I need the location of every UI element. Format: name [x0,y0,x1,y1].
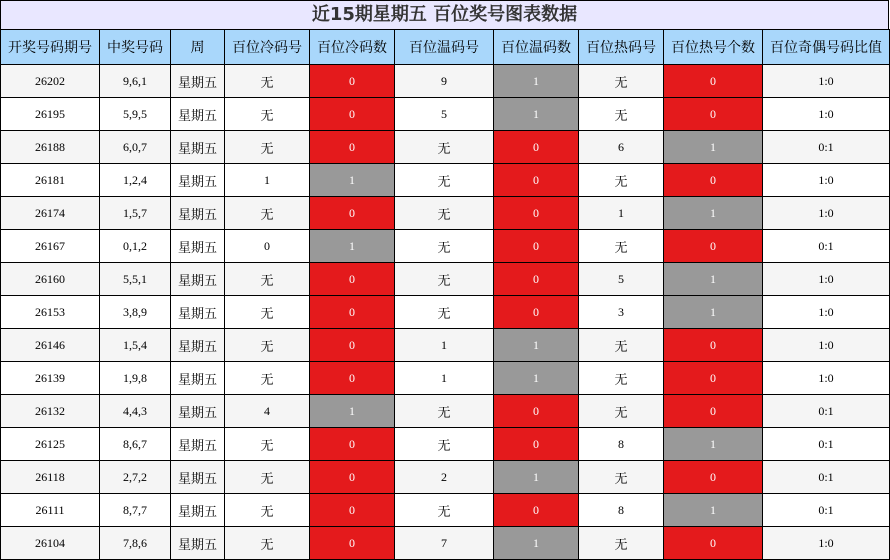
cell-cold-no: 无 [225,362,310,395]
cell-issue: 26195 [1,98,100,131]
cell-hot-no: 无 [579,395,664,428]
cell-hot-no: 无 [579,230,664,263]
header-row [1,30,890,65]
cell-numbers: 1,5,7 [100,197,171,230]
cell-odd-even: 1:0 [763,362,890,395]
cell-weekday: 星期五 [171,395,225,428]
cell-numbers: 5,9,5 [100,98,171,131]
cell-hot-count: 1 [664,197,763,230]
cell-warm-no: 1 [395,362,494,395]
lottery-table [0,29,890,560]
cell-issue: 26139 [1,362,100,395]
cell-cold-count: 0 [310,329,395,362]
cell-hot-no: 5 [579,263,664,296]
cell-weekday: 星期五 [171,329,225,362]
cell-hot-count: 0 [664,362,763,395]
cell-weekday: 星期五 [171,131,225,164]
cell-hot-count: 0 [664,164,763,197]
cell-cold-count: 1 [310,230,395,263]
cell-odd-even: 0:1 [763,494,890,527]
col-header-warm-no: 百位温码号 [395,30,494,65]
cell-warm-count: 1 [494,362,579,395]
cell-warm-count: 1 [494,527,579,560]
cell-hot-no: 1 [579,197,664,230]
cell-hot-no: 无 [579,329,664,362]
cell-cold-no: 无 [225,65,310,98]
cell-cold-count: 0 [310,65,395,98]
cell-hot-no: 无 [579,164,664,197]
cell-warm-no: 无 [395,494,494,527]
cell-numbers: 8,7,7 [100,494,171,527]
cell-weekday: 星期五 [171,197,225,230]
cell-cold-count: 0 [310,428,395,461]
cell-warm-count: 0 [494,296,579,329]
cell-issue: 26146 [1,329,100,362]
cell-odd-even: 0:1 [763,131,890,164]
cell-cold-no: 无 [225,296,310,329]
cell-issue: 26160 [1,263,100,296]
cell-hot-count: 1 [664,131,763,164]
cell-warm-count: 0 [494,230,579,263]
cell-odd-even: 0:1 [763,461,890,494]
table-row [1,527,890,560]
table-row [1,65,890,98]
cell-odd-even: 1:0 [763,164,890,197]
col-header-hot-count: 百位热号个数 [664,30,763,65]
cell-weekday: 星期五 [171,527,225,560]
table-row [1,296,890,329]
cell-weekday: 星期五 [171,164,225,197]
cell-weekday: 星期五 [171,428,225,461]
cell-hot-no: 3 [579,296,664,329]
cell-odd-even: 1:0 [763,197,890,230]
cell-warm-count: 0 [494,263,579,296]
cell-hot-count: 0 [664,329,763,362]
cell-hot-no: 6 [579,131,664,164]
cell-warm-no: 2 [395,461,494,494]
col-header-odd-even: 百位奇偶号码比值 [763,30,890,65]
cell-cold-no: 无 [225,428,310,461]
cell-cold-count: 0 [310,461,395,494]
cell-hot-count: 0 [664,527,763,560]
cell-cold-count: 0 [310,296,395,329]
cell-odd-even: 1:0 [763,263,890,296]
cell-odd-even: 1:0 [763,98,890,131]
col-header-cold-no: 百位冷码号 [225,30,310,65]
cell-issue: 26153 [1,296,100,329]
cell-hot-count: 0 [664,461,763,494]
cell-warm-count: 0 [494,395,579,428]
cell-warm-no: 无 [395,164,494,197]
cell-hot-count: 0 [664,65,763,98]
cell-cold-count: 0 [310,197,395,230]
table-title: 近15期星期五 百位奖号图表数据 [0,0,889,30]
cell-numbers: 5,5,1 [100,263,171,296]
cell-numbers: 0,1,2 [100,230,171,263]
cell-cold-count: 1 [310,164,395,197]
cell-cold-no: 无 [225,197,310,230]
cell-numbers: 7,8,6 [100,527,171,560]
cell-hot-no: 8 [579,428,664,461]
cell-issue: 26104 [1,527,100,560]
cell-odd-even: 0:1 [763,230,890,263]
cell-warm-no: 无 [395,197,494,230]
table-row [1,164,890,197]
cell-warm-no: 7 [395,527,494,560]
cell-hot-count: 1 [664,494,763,527]
cell-cold-count: 0 [310,527,395,560]
cell-warm-no: 无 [395,131,494,164]
cell-numbers: 4,4,3 [100,395,171,428]
cell-warm-no: 5 [395,98,494,131]
cell-cold-count: 0 [310,494,395,527]
table-row [1,131,890,164]
col-header-cold-count: 百位冷码数 [310,30,395,65]
cell-odd-even: 1:0 [763,329,890,362]
cell-hot-count: 1 [664,263,763,296]
table-row [1,494,890,527]
cell-warm-no: 无 [395,230,494,263]
cell-warm-no: 1 [395,329,494,362]
cell-hot-count: 1 [664,428,763,461]
cell-hot-count: 0 [664,395,763,428]
col-header-hot-no: 百位热码号 [579,30,664,65]
cell-cold-count: 0 [310,98,395,131]
cell-numbers: 8,6,7 [100,428,171,461]
cell-warm-count: 0 [494,131,579,164]
cell-numbers: 2,7,2 [100,461,171,494]
cell-warm-count: 1 [494,98,579,131]
cell-weekday: 星期五 [171,98,225,131]
cell-hot-no: 无 [579,461,664,494]
cell-cold-no: 无 [225,494,310,527]
cell-hot-count: 0 [664,98,763,131]
cell-numbers: 1,2,4 [100,164,171,197]
cell-numbers: 1,9,8 [100,362,171,395]
cell-weekday: 星期五 [171,230,225,263]
cell-warm-no: 无 [395,296,494,329]
table-body [1,65,890,560]
cell-numbers: 6,0,7 [100,131,171,164]
cell-issue: 26202 [1,65,100,98]
table-row [1,230,890,263]
col-header-issue: 开奖号码期号 [1,30,100,65]
cell-cold-no: 无 [225,461,310,494]
cell-warm-count: 1 [494,461,579,494]
cell-odd-even: 1:0 [763,65,890,98]
cell-issue: 26118 [1,461,100,494]
cell-odd-even: 1:0 [763,296,890,329]
cell-hot-count: 1 [664,296,763,329]
cell-cold-no: 无 [225,329,310,362]
cell-warm-no: 9 [395,65,494,98]
cell-issue: 26181 [1,164,100,197]
table-row [1,461,890,494]
col-header-numbers: 中奖号码 [100,30,171,65]
cell-warm-no: 无 [395,428,494,461]
table-row [1,197,890,230]
cell-warm-count: 0 [494,164,579,197]
cell-weekday: 星期五 [171,263,225,296]
cell-hot-no: 无 [579,527,664,560]
cell-hot-no: 无 [579,362,664,395]
cell-warm-count: 0 [494,494,579,527]
cell-issue: 26167 [1,230,100,263]
cell-cold-no: 无 [225,263,310,296]
table-row [1,395,890,428]
cell-odd-even: 0:1 [763,395,890,428]
table-row [1,428,890,461]
col-header-weekday: 周 [171,30,225,65]
col-header-warm-count: 百位温码数 [494,30,579,65]
cell-weekday: 星期五 [171,494,225,527]
cell-numbers: 3,8,9 [100,296,171,329]
cell-cold-count: 0 [310,362,395,395]
cell-hot-no: 8 [579,494,664,527]
cell-cold-count: 1 [310,395,395,428]
table-row [1,329,890,362]
cell-cold-count: 0 [310,263,395,296]
cell-cold-no: 无 [225,98,310,131]
cell-warm-no: 无 [395,395,494,428]
cell-issue: 26111 [1,494,100,527]
cell-weekday: 星期五 [171,362,225,395]
cell-weekday: 星期五 [171,296,225,329]
cell-warm-count: 1 [494,329,579,362]
cell-odd-even: 1:0 [763,527,890,560]
cell-issue: 26188 [1,131,100,164]
cell-cold-no: 无 [225,527,310,560]
cell-cold-no: 无 [225,131,310,164]
cell-warm-count: 0 [494,428,579,461]
cell-numbers: 1,5,4 [100,329,171,362]
cell-issue: 26132 [1,395,100,428]
cell-odd-even: 0:1 [763,428,890,461]
table-row [1,98,890,131]
cell-hot-count: 0 [664,230,763,263]
cell-weekday: 星期五 [171,461,225,494]
cell-warm-count: 1 [494,65,579,98]
cell-numbers: 9,6,1 [100,65,171,98]
cell-cold-no: 1 [225,164,310,197]
cell-issue: 26174 [1,197,100,230]
cell-hot-no: 无 [579,98,664,131]
cell-hot-no: 无 [579,65,664,98]
cell-weekday: 星期五 [171,65,225,98]
cell-cold-no: 4 [225,395,310,428]
cell-warm-count: 0 [494,197,579,230]
cell-cold-no: 0 [225,230,310,263]
cell-issue: 26125 [1,428,100,461]
table-row [1,263,890,296]
table-row [1,362,890,395]
cell-cold-count: 0 [310,131,395,164]
cell-warm-no: 无 [395,263,494,296]
